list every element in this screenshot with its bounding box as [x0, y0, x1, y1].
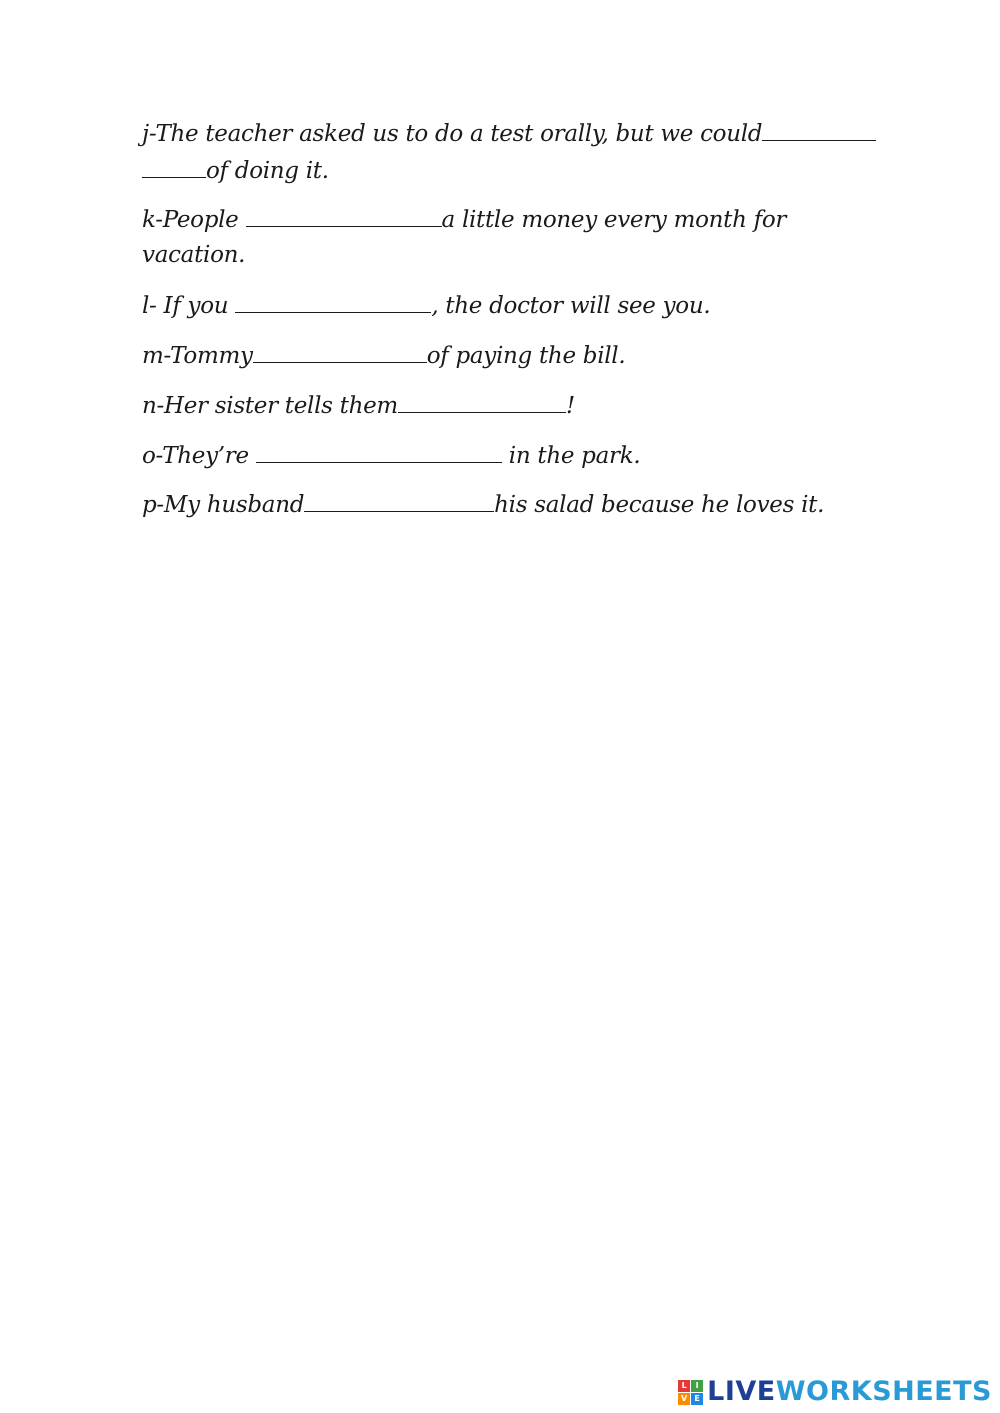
sentence-j-line-1	[142, 118, 876, 149]
answer-blank-k[interactable]	[246, 204, 442, 227]
sentence-m-text-end: of paying the bill.	[426, 343, 626, 369]
sentence-l-text: l- If you	[142, 293, 236, 319]
sentence-p	[142, 489, 824, 520]
sentence-p-text-end: his salad because he loves it.	[494, 492, 825, 518]
sentence-m	[142, 340, 625, 371]
sentence-k-line-1	[142, 204, 786, 235]
logo-letter-v: V	[678, 1393, 690, 1405]
sentence-n-text: n-Her sister tells them	[142, 393, 398, 419]
sentence-j-text-end: of doing it.	[206, 158, 329, 184]
sentence-n	[142, 390, 575, 421]
sentence-p-text: p-My husband	[142, 492, 305, 518]
answer-blank-j-part-1[interactable]	[762, 118, 876, 141]
sentence-j-text: j-The teacher asked us to do a test orally, but we could	[142, 121, 763, 147]
brand-part-live: LIVE	[707, 1376, 776, 1407]
answer-blank-j-part-2[interactable]	[142, 155, 206, 178]
sentence-o	[142, 440, 640, 471]
sentence-j-line-2	[142, 155, 329, 186]
logo-letter-l: L	[678, 1380, 690, 1392]
logo-letter-i: I	[691, 1380, 703, 1392]
answer-blank-m[interactable]	[253, 340, 427, 363]
logo-badge-icon	[678, 1380, 703, 1405]
answer-blank-o[interactable]	[256, 440, 502, 463]
logo-letter-e: E	[691, 1393, 703, 1405]
sentence-k-line-2	[142, 240, 245, 270]
sentence-k-text: k-People	[142, 207, 246, 233]
brand-wordmark	[707, 1377, 992, 1407]
sentence-n-text-end: !	[565, 393, 575, 419]
answer-blank-n[interactable]	[398, 390, 566, 413]
answer-blank-p[interactable]	[304, 489, 494, 512]
liveworksheets-logo[interactable]	[678, 1377, 992, 1407]
sentence-k-text-2: vacation.	[142, 242, 246, 268]
sentence-o-text: o-They’re	[142, 443, 256, 469]
sentence-m-text: m-Tommy	[142, 343, 253, 369]
sentence-o-text-end: in the park.	[501, 443, 641, 469]
brand-part-worksheets: WORKSHEETS	[775, 1376, 992, 1407]
sentence-k-text-end: a little money every month for	[441, 207, 787, 233]
answer-blank-l[interactable]	[235, 290, 431, 313]
sentence-l-text-end: , the doctor will see you.	[431, 293, 711, 319]
sentence-l	[142, 290, 710, 321]
